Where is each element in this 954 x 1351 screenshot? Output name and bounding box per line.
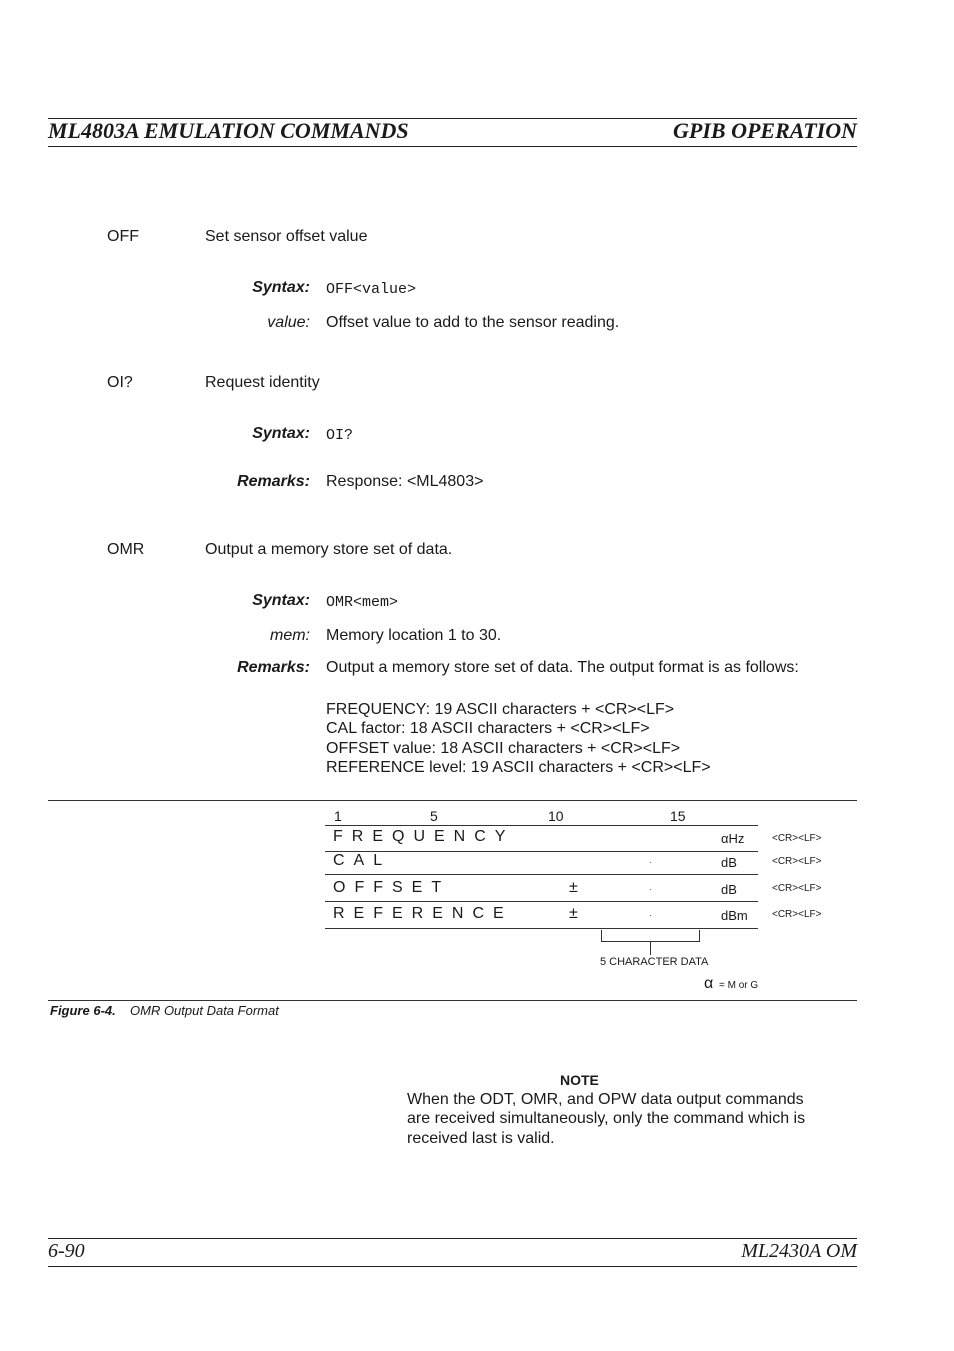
- note-line: When the ODT, OMR, and OPW data output commands: [407, 1091, 804, 1108]
- row-label-frequency: FREQUENCY: [333, 828, 515, 845]
- param-label-value: value:: [267, 314, 310, 331]
- syntax-label: Syntax:: [252, 592, 310, 609]
- format-line-reference: REFERENCE level: 19 ASCII characters + <CR><LF>: [326, 759, 711, 776]
- row-terminator: <CR><LF>: [772, 833, 822, 844]
- row-divider: [325, 901, 758, 902]
- row-terminator: <CR><LF>: [772, 856, 822, 867]
- bracket-stem: [650, 941, 651, 955]
- command-description-oi: Request identity: [205, 374, 320, 391]
- syntax-label: Syntax:: [252, 425, 310, 442]
- row-divider: [325, 928, 758, 929]
- figure-top-rule: [48, 800, 857, 801]
- row-terminator: <CR><LF>: [772, 909, 822, 920]
- decimal-point: ·: [649, 885, 652, 894]
- syntax-value-off: OFF<value>: [326, 281, 417, 298]
- format-line-offset: OFFSET value: 18 ASCII characters + <CR><LF>: [326, 740, 681, 757]
- format-line-frequency: FREQUENCY: 19 ASCII characters + <CR><LF>: [326, 701, 675, 718]
- syntax-label: Syntax:: [252, 279, 310, 296]
- alpha-note: = M or G: [719, 980, 759, 991]
- row-unit-frequency: αHz: [721, 831, 745, 846]
- document-id: ML2430A OM: [741, 1240, 857, 1262]
- note-title: NOTE: [560, 1072, 599, 1088]
- alpha-symbol: α: [704, 975, 714, 992]
- decimal-point: ·: [649, 911, 652, 920]
- column-number: 1: [334, 808, 342, 824]
- figure-caption-number: Figure 6-4.: [50, 1003, 116, 1018]
- row-unit-reference: dBm: [721, 908, 748, 923]
- syntax-value-omr: OMR<mem>: [326, 594, 399, 611]
- command-name-off: OFF: [107, 228, 139, 245]
- footer-top-rule: [48, 1238, 857, 1239]
- row-unit-cal: dB: [721, 855, 737, 870]
- row-divider: [325, 825, 758, 826]
- column-number: 15: [670, 808, 686, 824]
- row-label-cal: CAL: [333, 852, 392, 869]
- param-text-mem: Memory location 1 to 30.: [326, 627, 502, 644]
- column-number: 10: [548, 808, 564, 824]
- row-label-offset: OFFSET: [333, 879, 451, 896]
- chapter-title: GPIB OPERATION: [673, 118, 857, 143]
- param-label-mem: mem:: [270, 627, 310, 644]
- decimal-point: ·: [649, 858, 652, 867]
- row-terminator: <CR><LF>: [772, 883, 822, 894]
- command-name-omr: OMR: [107, 541, 145, 558]
- row-unit-offset: dB: [721, 882, 737, 897]
- remarks-text-oi: Response: <ML4803>: [326, 473, 484, 490]
- remarks-label: Remarks:: [237, 659, 310, 676]
- syntax-value-oi: OI?: [326, 427, 354, 444]
- header-bottom-rule: [48, 146, 857, 147]
- command-name-oi: OI?: [107, 374, 133, 391]
- note-line: received last is valid.: [407, 1130, 555, 1147]
- bracket-label: 5 CHARACTER DATA: [600, 956, 709, 968]
- note-line: are received simultaneously, only the command which is: [407, 1110, 806, 1127]
- row-divider: [325, 874, 758, 875]
- sign-symbol: ±: [569, 879, 578, 896]
- figure-bottom-rule: [48, 1000, 857, 1001]
- param-text-value: Offset value to add to the sensor reading.: [326, 314, 620, 331]
- format-line-cal: CAL factor: 18 ASCII characters + <CR><LF>: [326, 720, 650, 737]
- command-description-off: Set sensor offset value: [205, 228, 368, 245]
- figure-caption-text: OMR Output Data Format: [130, 1003, 279, 1018]
- command-description-omr: Output a memory store set of data.: [205, 541, 453, 558]
- sign-symbol: ±: [569, 905, 578, 922]
- row-label-reference: REFERENCE: [333, 905, 513, 922]
- remarks-label: Remarks:: [237, 473, 310, 490]
- page-number: 6-90: [48, 1240, 85, 1262]
- section-title: ML4803A EMULATION COMMANDS: [48, 118, 409, 143]
- footer-bottom-rule: [48, 1266, 857, 1267]
- remarks-text-omr: Output a memory store set of data. The output format is as follows:: [326, 659, 799, 676]
- column-number: 5: [430, 808, 438, 824]
